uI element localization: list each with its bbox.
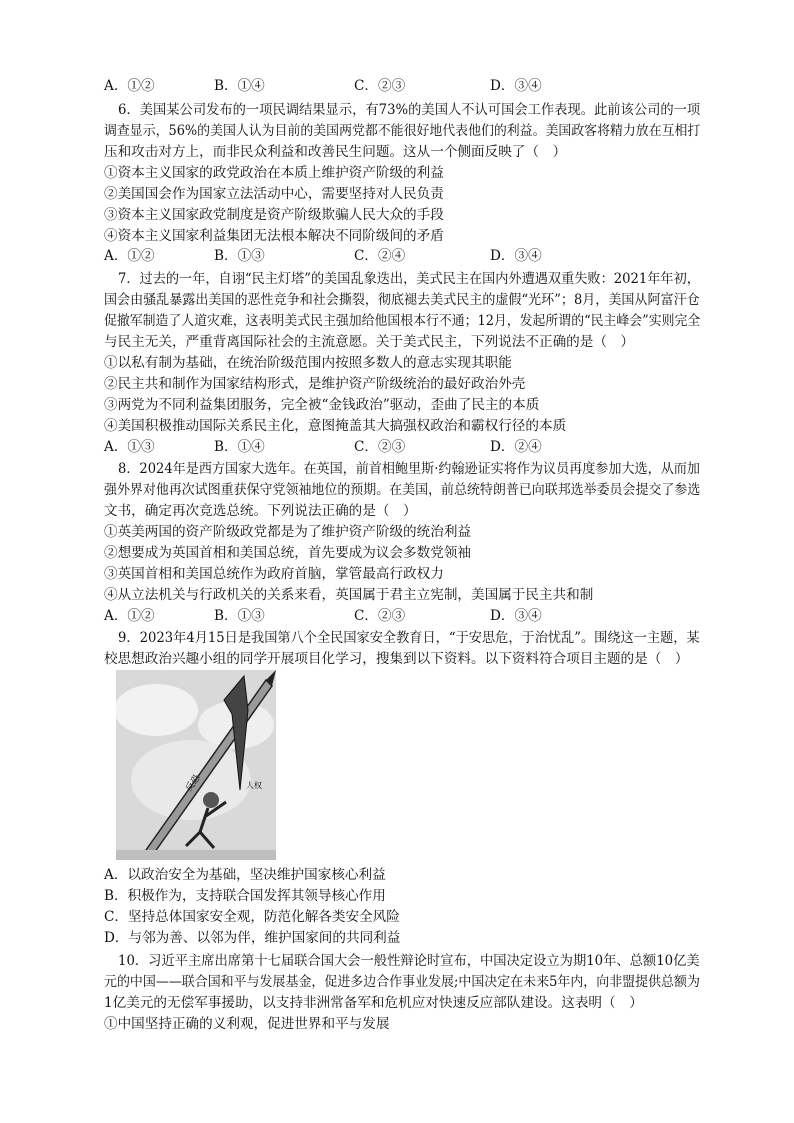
q8-item-2: ②想要成为英国首相和美国总统，首先要成为议会多数党领袖	[104, 545, 472, 561]
q8-item-3: ③英国首相和美国总统作为政府首脑，掌管最高行政权力	[104, 566, 444, 582]
q8-stem-line-2: 强外界对他再次试图重获保守党领袖地位的预期。在美国，前总统特朗普已向联邦选举委员会提交了参选	[104, 482, 701, 498]
q6-item-4: ④资本主义国家利益集团无法根本解决不同阶级间的矛盾	[104, 228, 444, 244]
q6-item-2: ②美国国会作为国家立法活动中心，需要坚持对人民负责	[104, 186, 444, 202]
q9-choice-d: D．与邻为善、以邻为伴，维护国家间的共同利益	[104, 930, 401, 946]
q6-stem-line-1: 6．美国某公司发布的一项民调结果显示，有73%的美国人不认可国会工作表现。此前该公司的一项	[118, 102, 701, 118]
q8-item-1: ①英美两国的资产阶级政党都是为了维护资产阶级的统治利益	[104, 524, 472, 540]
q6-option-b: B．①③	[214, 248, 265, 264]
q9-choice-c: C．坚持总体国家安全观，防范化解各类安全风险	[104, 909, 400, 925]
q7-stem-line-2: 国会由骚乱暴露出美国的恶性竞争和社会撕裂，彻底褪去美式民主的虚假“光环”；8月，美国从阿富汗仓	[104, 292, 700, 308]
cartoon-figure-head	[203, 792, 219, 808]
q7-option-a: A．①③	[104, 439, 155, 455]
q7-item-4: ④美国积极推动国际关系民主化，意图掩盖其大搞强权政治和霸权行径的本质	[104, 418, 567, 434]
q9-stem-line-1: 9．2023年4月15日是我国第八个全民国家安全教育日，“于安思危，于治忧乱”。围绕这一主题，某	[118, 630, 700, 646]
q6-item-3: ③资本主义国家政党制度是资产阶级欺骗人民大众的手段	[104, 207, 444, 223]
q9-choice-a: A．以政治安全为基础，坚决维护国家核心利益	[104, 867, 386, 883]
q8-item-4: ④从立法机关与行政机关的关系来看，英国属于君主立宪制，美国属于民主共和制	[104, 587, 594, 603]
cartoon-ground	[116, 850, 276, 860]
q6-option-d: D．③④	[490, 248, 542, 264]
q7-stem-line-3: 促撤军制造了人道灾难，这表明美式民主强加给他国根本行不通；12月，发起所谓的“民主峰会”实则完全	[104, 313, 701, 329]
q8-option-d: D．③④	[490, 608, 542, 624]
cartoon-label-human-rights: 人权	[246, 781, 262, 790]
q10-stem-line-3: 1亿美元的无偿军事援助，以支持非洲常备军和危机应对快速反应部队建设。这表明（ ）	[104, 995, 643, 1011]
political-cartoon-image	[116, 670, 276, 860]
q7-option-d: D．②④	[490, 439, 542, 455]
q9-stem-line-2: 校思想政治兴趣小组的同学开展项目化学习，搜集到以下资料。以下资料符合项目主题的是（ ）	[104, 651, 689, 667]
q10-item-1: ①中国坚持正确的义利观，促进世界和平与发展	[104, 1016, 390, 1032]
q8-stem-line-3: 文书，确定再次竞选总统。下列说法正确的是（ ）	[104, 503, 417, 519]
q7-option-c: C．②③	[354, 439, 406, 455]
q7-item-3: ③两党为不同利益集团服务，完全被“金钱政治”驱动，歪曲了民主的本质	[104, 397, 540, 413]
q5-option-a: A．①②	[104, 78, 155, 94]
q10-stem-line-1: 10．习近平主席出席第十七届联合国大会一般性辩论时宣布，中国决定设立为期10年、总额10亿美	[118, 953, 700, 969]
q8-option-c: C．②③	[354, 608, 406, 624]
q7-stem-line-4: 与民主无关，严重背离国际社会的主流意愿。关于美式民主，下列说法不正确的是（ ）	[104, 334, 635, 350]
q6-item-1: ①资本主义国家的政党政治在本质上维护资产阶级的利益	[104, 165, 444, 181]
q9-choice-b: B．积极作为，支持联合国发挥其领导核心作用	[104, 888, 386, 904]
q7-stem-line-1: 7．过去的一年，自诩“民主灯塔”的美国乱象迭出，美式民主在国内外遭遇双重失败：2021年年初，	[118, 271, 700, 287]
q5-option-b: B．①④	[214, 78, 265, 94]
q6-stem-line-2: 调查显示，56%的美国人认为目前的美国两党都不能很好地代表他们的利益。美国政客将精力放在互相打	[104, 123, 701, 139]
q8-stem-line-1: 8．2024年是西方国家大选年。在英国，前首相鲍里斯·约翰逊证实将作为议员再度参加大选，从而加	[118, 461, 700, 477]
q6-option-c: C．②④	[354, 248, 406, 264]
q8-option-b: B．①③	[214, 608, 265, 624]
cartoon-label-anti-terror: 反恐	[184, 773, 203, 794]
q7-option-b: B．①④	[214, 439, 265, 455]
q10-stem-line-2: 元的中国——联合国和平与发展基金，促进多边合作事业发展;中国决定在未来5年内，向非盟提供总额为	[104, 974, 700, 990]
cartoon-cloud-1	[116, 684, 198, 736]
q6-stem-line-3: 压和攻击对方上，而非民众利益和改善民生问题。这从一个侧面反映了（ ）	[104, 144, 567, 160]
q6-option-a: A．①②	[104, 248, 155, 264]
q7-item-1: ①以私有制为基础，在统治阶级范围内按照多数人的意志实现其职能	[104, 355, 512, 371]
q8-option-a: A．①②	[104, 608, 155, 624]
q5-option-d: D．③④	[490, 78, 542, 94]
q5-option-c: C．②③	[354, 78, 406, 94]
q7-item-2: ②民主共和制作为国家结构形式，是维护资产阶级统治的最好政治外壳	[104, 376, 526, 392]
